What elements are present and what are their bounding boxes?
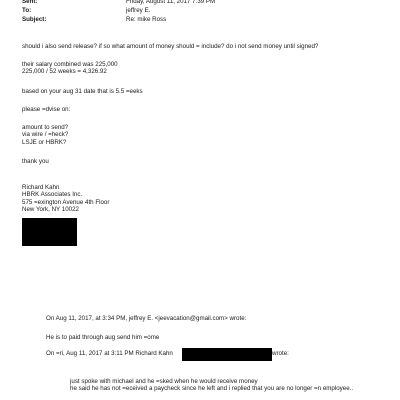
redaction-box	[182, 348, 272, 361]
quoted-inner-line: just spoke with michael and he =sked when he would receive money	[70, 378, 258, 385]
sent-value: Friday, August 11, 2017 7:39 PM	[126, 0, 216, 5]
redaction-box	[22, 218, 77, 246]
to-value: jeffrey E.	[126, 7, 151, 14]
quoted-header-2-prefix: On =ri, Aug 11, 2017 at 3:11 PM Richard Kahn	[46, 350, 173, 357]
signature-name: Richard Kahn	[22, 184, 60, 191]
salary-line: their salary combined was 225,000	[22, 61, 118, 68]
quoted-header-1: On Aug 11, 2017, at 3:34 PM, jeffrey E. <jeevacation@gmail.com> wrote:	[46, 315, 247, 322]
sent-label: Sent:	[22, 0, 38, 5]
signature-city: New York, NY 10022	[22, 206, 79, 214]
quoted-inner-line: he said he has not =eceived a paycheck since he left and i replied that you are no longer =n employee..	[70, 385, 354, 393]
question-text: should i also send release? if so what amount of money should = include? do i not send money until signed?	[22, 43, 319, 50]
advise-item: amount to send?	[22, 124, 69, 131]
quoted-inner-message	[70, 378, 353, 393]
salary-line: 225,000 / 52 weeks = 4,326.92	[22, 68, 107, 76]
quoted-header-2-suffix: wrote:	[272, 350, 289, 357]
advise-list	[22, 124, 68, 146]
signature-block	[22, 184, 109, 214]
signature-address: 575 =exington Avenue 4th Floor	[22, 198, 110, 206]
subject-label: Subject:	[22, 16, 47, 23]
quoted-reply-1: He is to paid through aug send him =ome	[46, 334, 160, 341]
signature-company: HBRK Associates Inc.	[22, 191, 83, 199]
thanks-text: thank you	[22, 158, 49, 165]
subject-value: Re: mike Ross	[126, 16, 167, 23]
advise-item: via wire / =heck?	[22, 131, 69, 139]
based-on-text: based on your aug 31 date that is 5.5 =eeks	[22, 88, 143, 95]
advise-item: LSJE or HBRK?	[22, 138, 67, 146]
salary-block	[22, 61, 118, 76]
to-label: To:	[22, 7, 32, 14]
advise-text: please =dvise on:	[22, 106, 71, 113]
